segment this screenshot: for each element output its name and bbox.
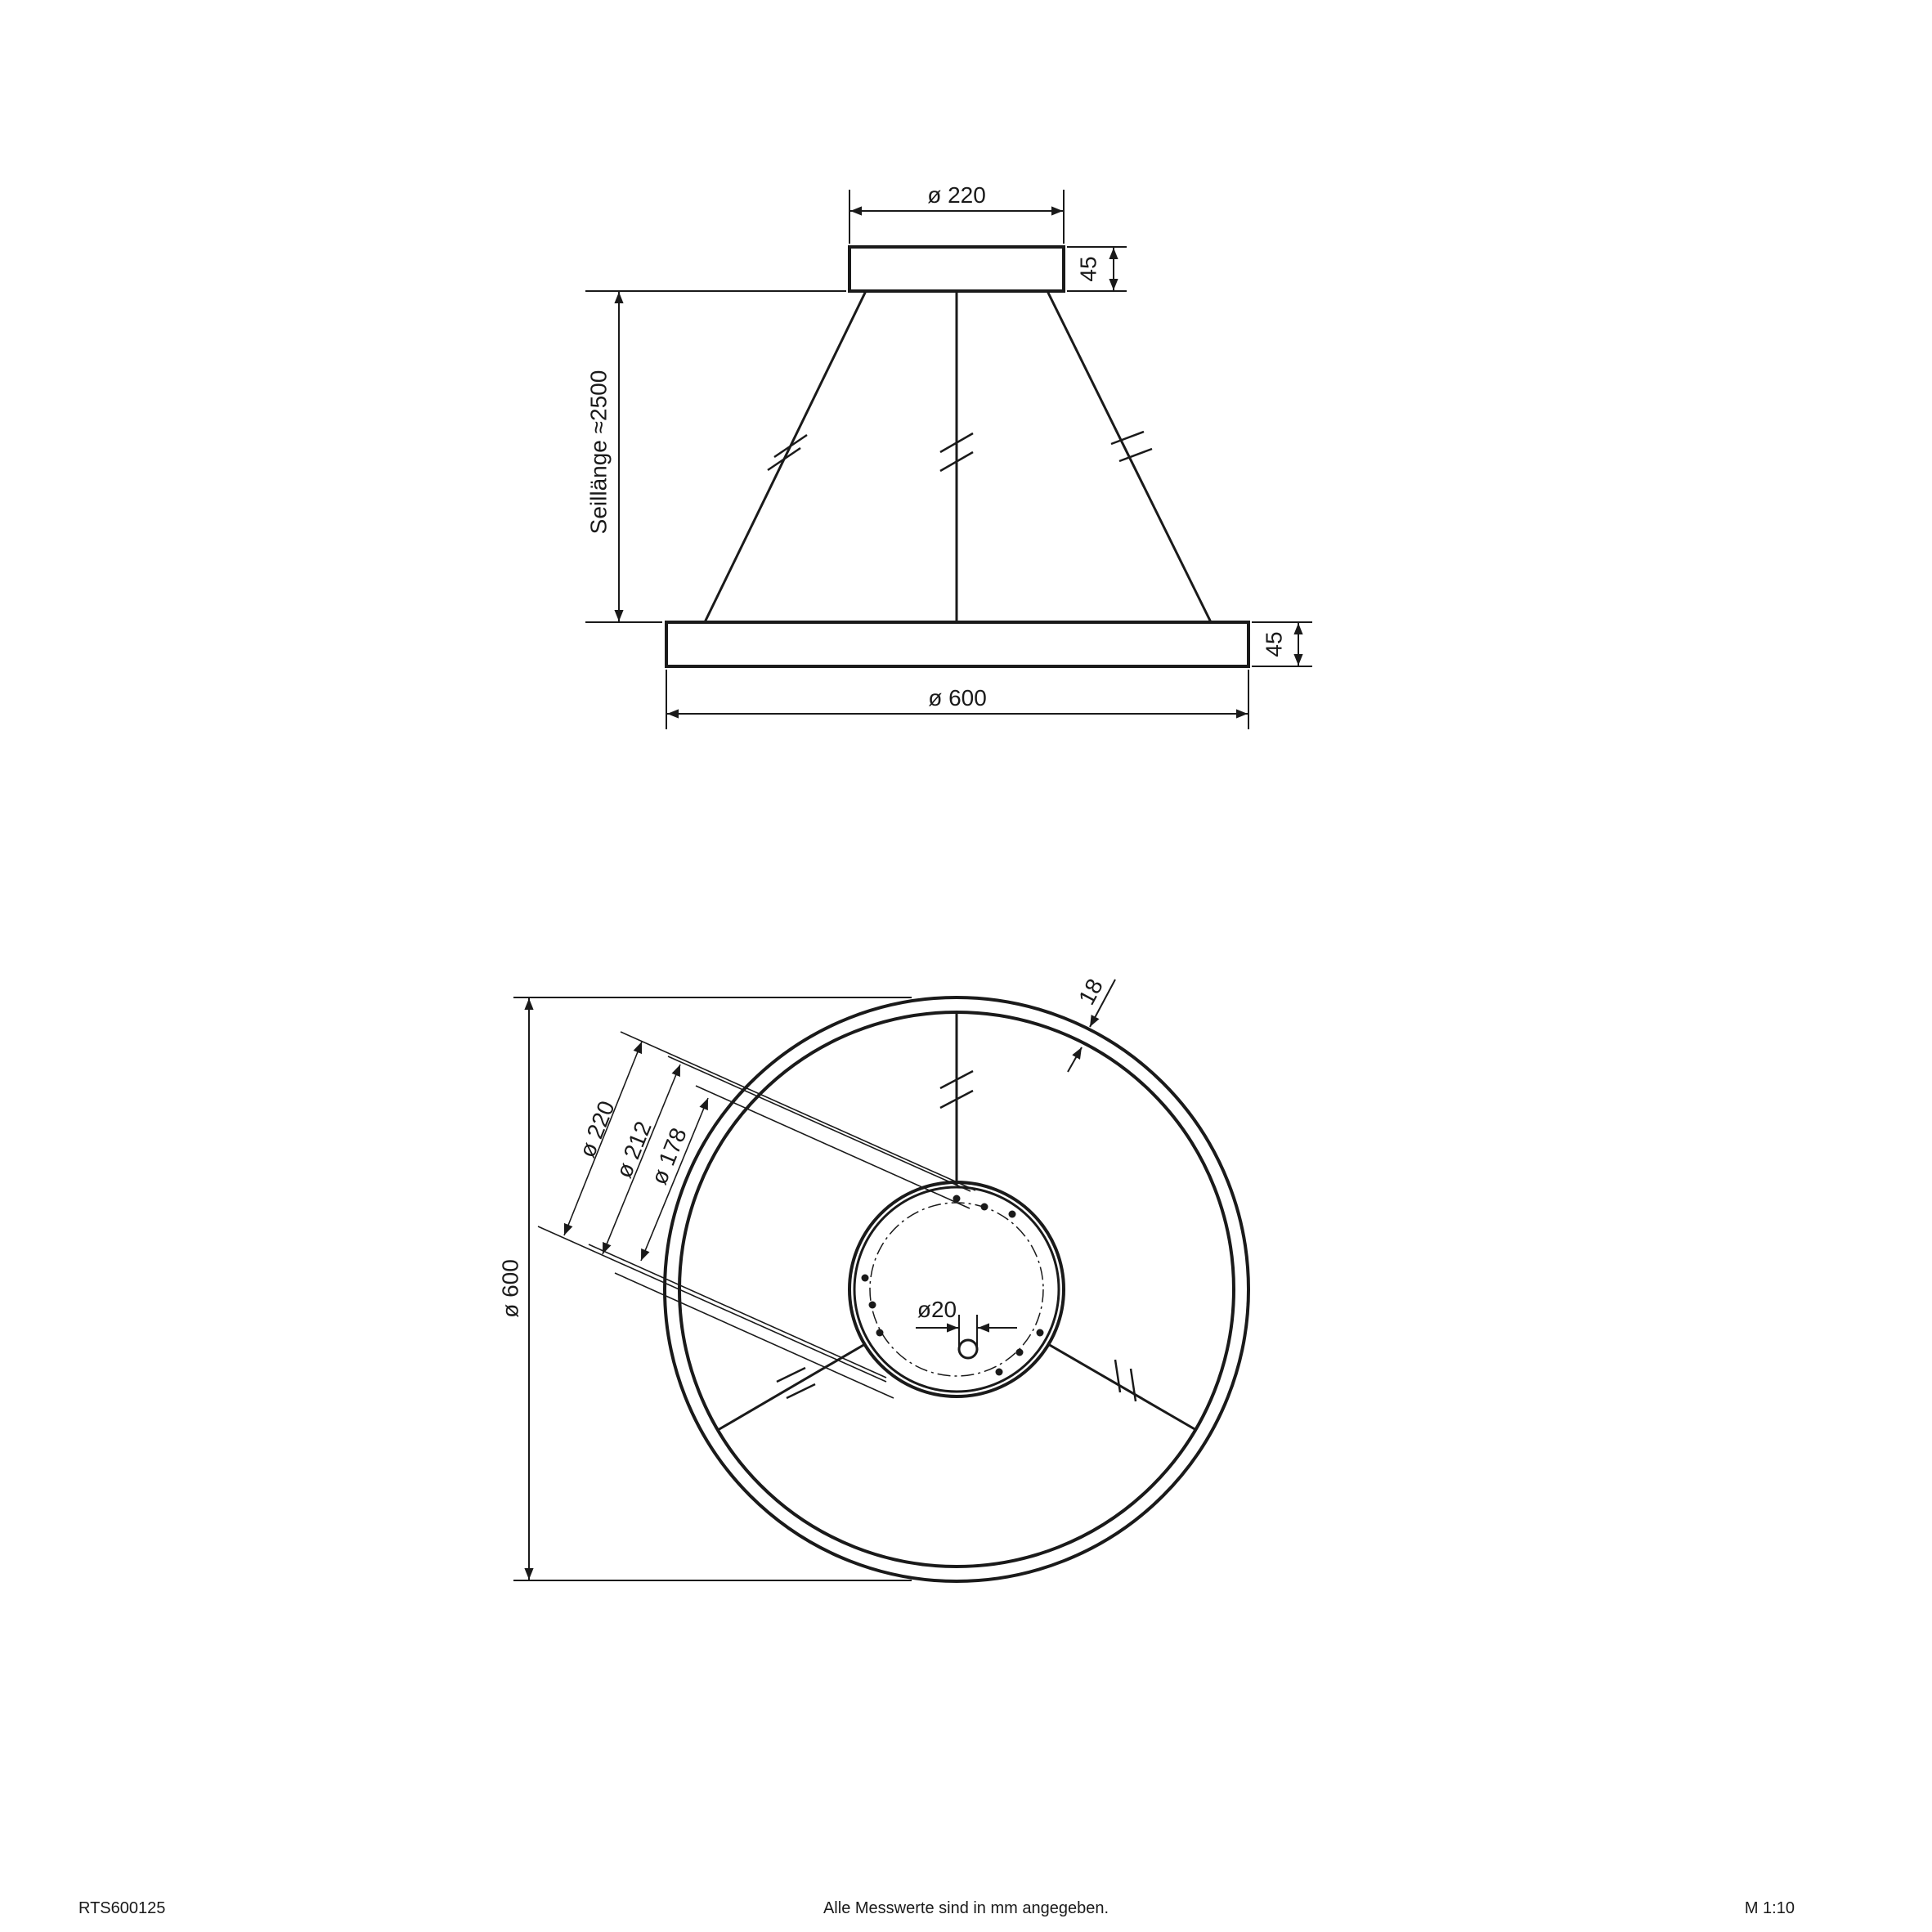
label-top-ring-diameter: ø 600 [497,1259,523,1318]
canopy-inner-edge [854,1187,1059,1392]
canopy-outer-edge [849,1182,1064,1396]
label-ring-diameter: ø 600 [928,685,987,710]
scale-label: M 1:10 [1744,1899,1795,1917]
label-center-hole: ø20 [917,1297,957,1322]
cable-left [705,291,866,622]
ring-body [666,622,1248,666]
dim-cable-length [585,291,846,622]
units-note: Alle Messwerte sind in mm angegeben. [823,1899,1109,1917]
label-canopy-diameter: ø 220 [927,182,986,208]
top-view [498,975,1249,1581]
center-hole [959,1340,977,1358]
label-hole-circle-diameter: ø 178 [646,1123,692,1189]
label-canopy-height: 45 [1075,256,1101,282]
side-view [585,182,1312,729]
label-canopy-outer-diameter: ø 220 [574,1096,620,1162]
label-ring-width: 18 [1074,974,1108,1010]
label-canopy-inner-diameter: ø 212 [611,1117,657,1182]
label-cable-length: Seillänge ≈2500 [585,370,612,535]
article-number: RTS600125 [78,1899,166,1917]
top-cables [718,1012,1196,1430]
dim-canopy-diagonals [538,1032,975,1398]
dim-ring-diameter-top [513,997,912,1580]
mounting-holes [862,1195,1044,1376]
label-ring-height: 45 [1261,631,1287,657]
canopy-body [849,247,1064,291]
cable-break-marks [768,432,1152,476]
